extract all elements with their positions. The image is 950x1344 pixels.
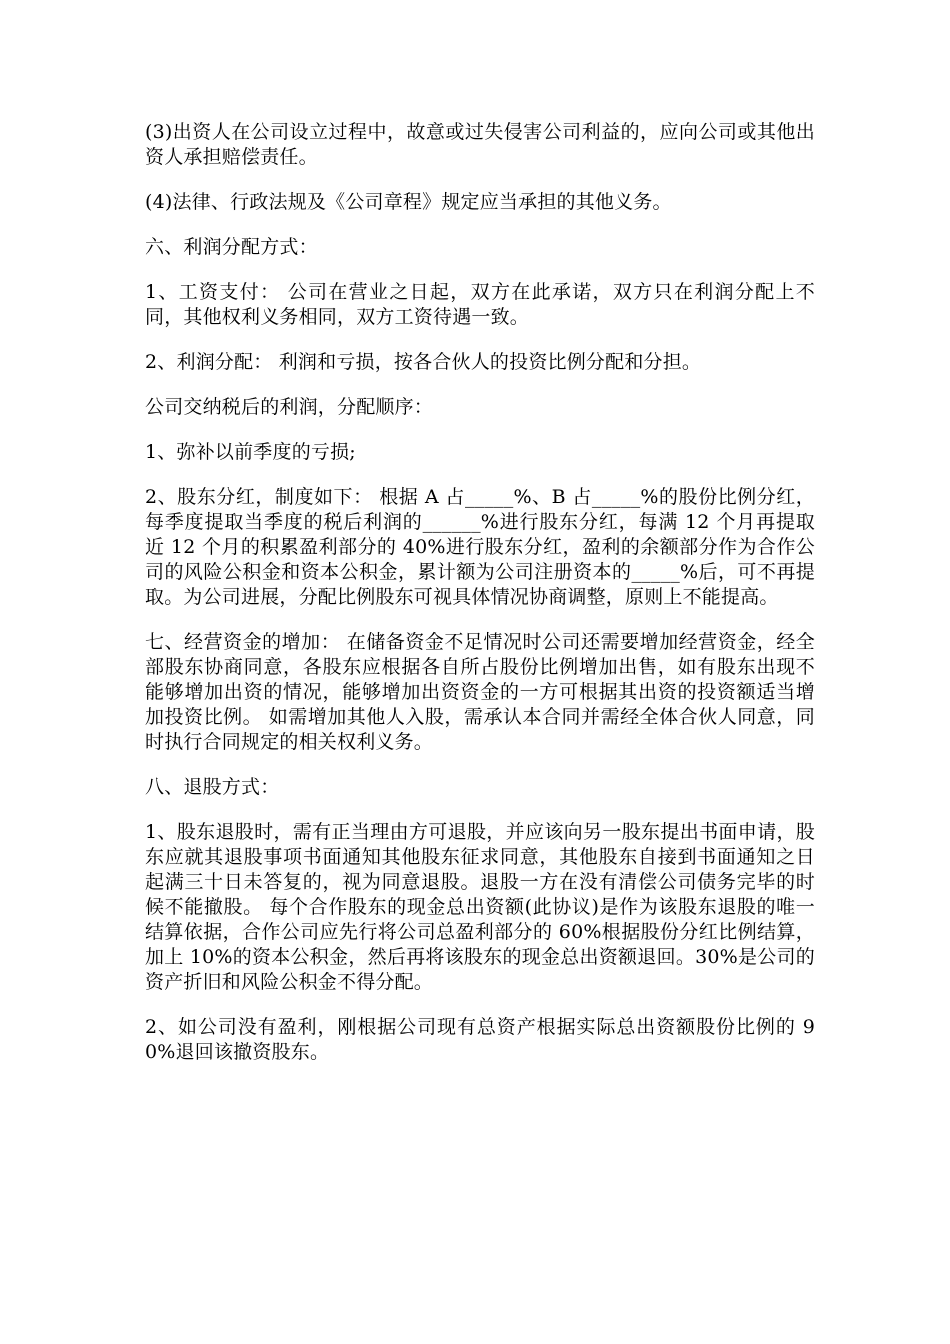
paragraph-dividends: 2、股东分红，制度如下： 根据 A 占_____%、B 占_____%的股份比例分红，每季度提取当季度的税后利润的______%进行股东分红，每满 12 个月再提取近 12 个月的积累盈利部分的 40%进行股东分红，盈利的余额部分作为合作公司的风险公积金和资本公积金，累计额为公司注册资本的_____%后，可不再提取。为公司进展，分配比例股东可视具体情况协商调整，原则上不能提高。 (145, 486, 815, 608)
section-heading-profit-distribution: 六、利润分配方式： (145, 236, 318, 258)
paragraph-salary-payment: 1、工资支付： 公司在营业之日起，双方在此承诺，双方只在利润分配上不同，其他权利义务相同，双方工资待遇一致。 (145, 281, 815, 328)
paragraph-no-profit-refund: 2、如公司没有盈利，刚根据公司现有总资产根据实际总出资额股份比例的 90%退回该撤资股东。 (145, 1016, 815, 1063)
paragraph-investor-liability: (3)出资人在公司设立过程中，故意或过失侵害公司利益的，应向公司或其他出资人承担赔偿责任。 (145, 121, 815, 168)
paragraph-withdrawal-procedure: 1、股东退股时，需有正当理由方可退股，并应该向另一股东提出书面申请，股东应就其退股事项书面通知其他股东征求同意，其他股东自接到书面通知之日起满三十日未答复的，视为同意退股。退股一方在没有清偿公司债务完毕的时候不能撤股。 每个合作股东的现金总出资额(此协议)是作为该股东退股的唯一结算依据，合作公司应先行将公司总盈利部分的 60%根据股份分红比例结算，加上 10%的资本公积金，然后再将该股东的现金总出资额退回。30%是公司的资产折旧和风险公积金不得分配。 (145, 821, 815, 993)
paragraph-profit-distribution: 2、利润分配： 利润和亏损，按各合伙人的投资比例分配和分担。 (145, 351, 702, 373)
document-body (145, 120, 815, 1085)
paragraph-other-obligations: (4)法律、行政法规及《公司章程》规定应当承担的其他义务。 (145, 191, 672, 213)
section-heading-withdrawal: 八、退股方式： (145, 776, 280, 798)
paragraph-distribution-order: 公司交纳税后的利润，分配顺序： (145, 396, 434, 418)
paragraph-cover-losses: 1、弥补以前季度的亏损; (145, 441, 356, 463)
section-paragraph-capital-increase: 七、经营资金的增加： 在储备资金不足情况时公司还需要增加经营资金，经全部股东协商同意，各股东应根据各自所占股份比例增加出售，如有股东出现不能够增加出资的情况，能够增加出资资金的一方可根据其出资的投资额适当增加投资比例。 如需增加其他人入股，需承认本合同并需经全体合伙人同意，同时执行合同规定的相关权利义务。 (145, 631, 815, 753)
